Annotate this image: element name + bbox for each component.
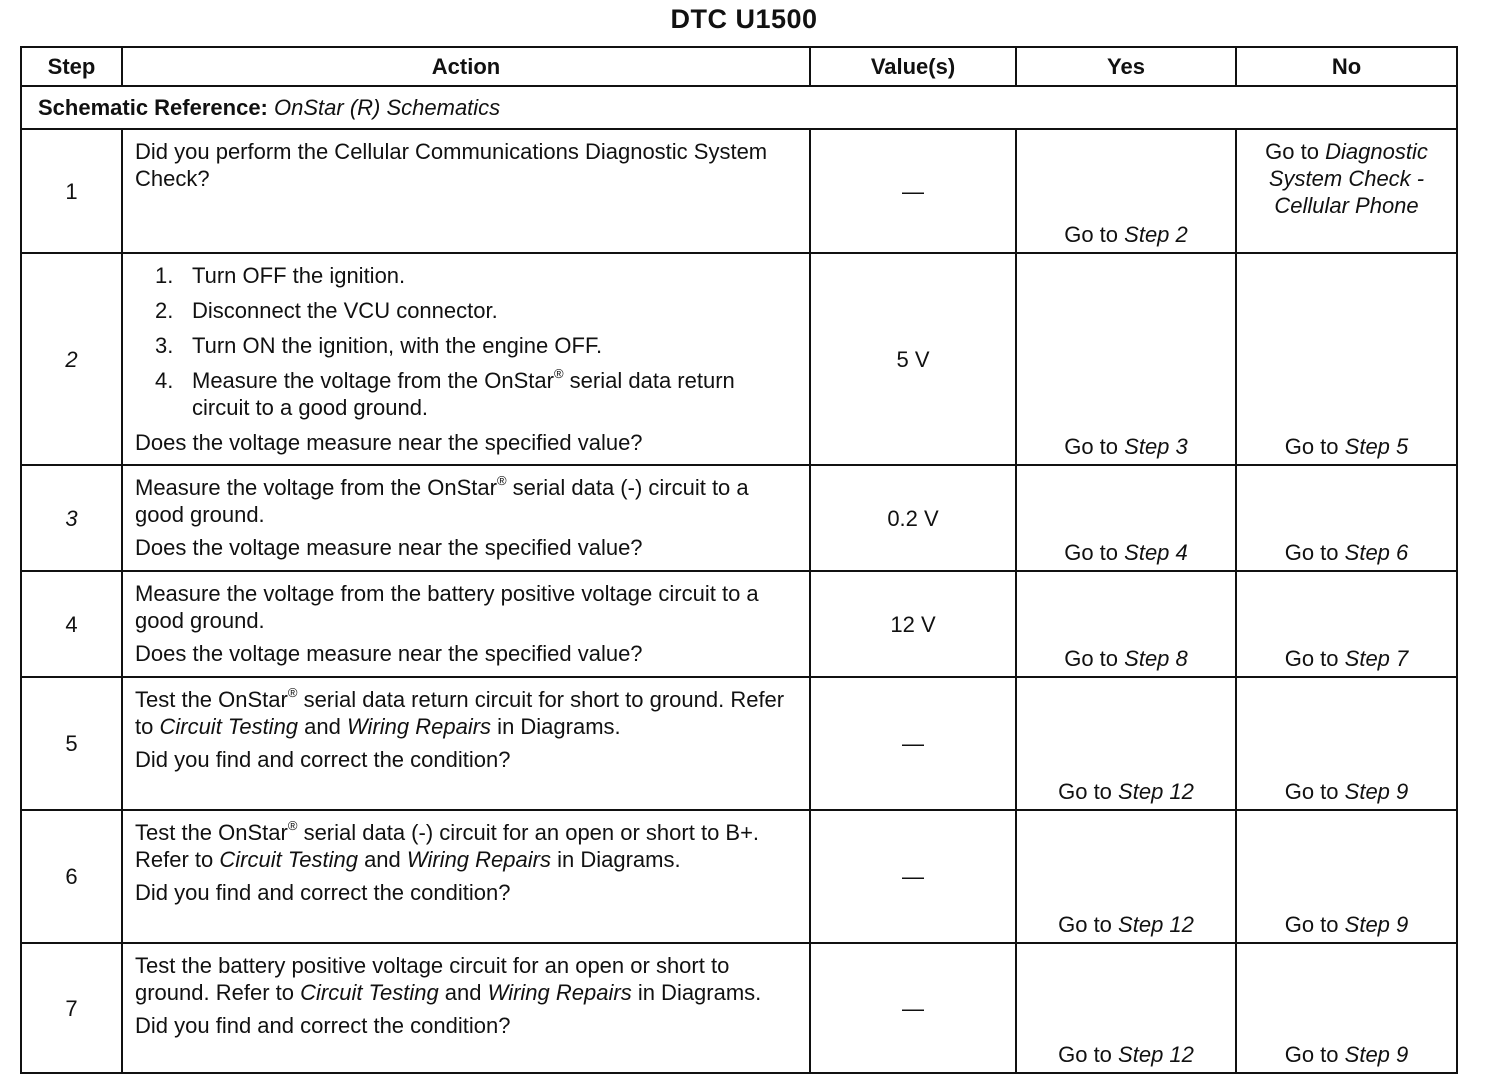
wiring-repairs-link[interactable]: Wiring Repairs	[346, 714, 492, 739]
yes-prefix: Go to	[1064, 222, 1119, 247]
circuit-testing-link[interactable]: Circuit Testing	[300, 980, 439, 1005]
procedure-list	[135, 262, 795, 421]
action-text: Measure the voltage from the OnStar® serial data (-) circuit to a good ground.	[135, 472, 749, 527]
header-row	[21, 47, 1457, 86]
no-cell: Go to Step 9	[1236, 677, 1457, 810]
header-yes: Yes	[1016, 47, 1236, 86]
yes-link[interactable]: Step 3	[1124, 434, 1188, 459]
schematic-link[interactable]: OnStar (R) Schematics	[274, 95, 501, 120]
schematic-label: Schematic Reference:	[38, 95, 268, 120]
question-text: Does the voltage measure near the specified value?	[135, 641, 643, 666]
yes-link[interactable]: Step 12	[1118, 779, 1194, 804]
table-row	[21, 677, 1457, 810]
yes-link[interactable]: Step 4	[1124, 540, 1188, 565]
step-number: 6	[21, 810, 122, 943]
yes-cell: Go to Step 12	[1016, 677, 1236, 810]
question-text: Does the voltage measure near the specified value?	[135, 430, 643, 455]
yes-cell: Go to Step 4	[1016, 465, 1236, 571]
step-number: 1	[21, 129, 122, 253]
table-row	[21, 253, 1457, 465]
list-item: 3. Turn ON the ignition, with the engine OFF.	[155, 333, 603, 358]
schematic-reference	[21, 86, 1457, 129]
action-cell	[122, 571, 810, 677]
action-cell	[122, 677, 810, 810]
no-prefix: Go to	[1265, 139, 1319, 164]
table-row	[21, 943, 1457, 1073]
value-cell: 5 V	[810, 253, 1016, 465]
yes-cell: Go to Step 12	[1016, 943, 1236, 1073]
yes-link[interactable]: Step 12	[1118, 912, 1194, 937]
question-text: Does the voltage measure near the specified value?	[135, 535, 643, 560]
yes-link[interactable]: Step 12	[1118, 1042, 1194, 1067]
no-cell	[1236, 129, 1457, 253]
header-action: Action	[122, 47, 810, 86]
no-cell: Go to Step 6	[1236, 465, 1457, 571]
value-cell: —	[810, 129, 1016, 253]
step-number: 5	[21, 677, 122, 810]
table-row	[21, 129, 1457, 253]
action-cell	[122, 810, 810, 943]
action-cell	[122, 943, 810, 1073]
no-cell: Go to Step 5	[1236, 253, 1457, 465]
action-cell	[122, 465, 810, 571]
no-link[interactable]: Step 7	[1344, 646, 1409, 671]
action-text: Test the OnStar® serial data (-) circuit for an open or short to B+. Refer to Circuit Testing and Wiring Repairs in Diagrams.	[135, 817, 760, 872]
table-row	[21, 571, 1457, 677]
question-text: Did you find and correct the condition?	[135, 1013, 511, 1038]
yes-link[interactable]: Step 2	[1124, 222, 1188, 247]
no-link[interactable]: Step 5	[1344, 434, 1409, 459]
value-cell: —	[810, 677, 1016, 810]
step-number: 3	[21, 465, 122, 571]
list-item: 2. Disconnect the VCU connector.	[155, 298, 498, 323]
yes-cell: Go to Step 12	[1016, 810, 1236, 943]
header-no: No	[1236, 47, 1457, 86]
step-number: 2	[21, 253, 122, 465]
no-link[interactable]: Step 9	[1344, 912, 1409, 937]
circuit-testing-link[interactable]: Circuit Testing	[159, 714, 299, 739]
no-cell: Go to Step 9	[1236, 810, 1457, 943]
circuit-testing-link[interactable]: Circuit Testing	[219, 847, 358, 872]
yes-cell: Go to Step 8	[1016, 571, 1236, 677]
table-row	[21, 465, 1457, 571]
no-cell: Go to Step 7	[1236, 571, 1457, 677]
no-link[interactable]: Step 9	[1344, 1042, 1409, 1067]
header-step: Step	[21, 47, 122, 86]
diagnostic-table	[20, 46, 1458, 1074]
list-item: 1. Turn OFF the ignition.	[155, 263, 406, 288]
action-text: Test the battery positive voltage circuit for an open or short to ground. Refer to Circuit Testing and Wiring Repairs in Diagrams.	[135, 953, 762, 1005]
wiring-repairs-link[interactable]: Wiring Repairs	[406, 847, 551, 872]
question-text: Did you find and correct the condition?	[135, 747, 511, 772]
value-cell: —	[810, 810, 1016, 943]
action-cell	[122, 129, 810, 253]
header-values: Value(s)	[810, 47, 1016, 86]
action-text: Measure the voltage from the battery positive voltage circuit to a good ground.	[135, 581, 759, 633]
question-text: Did you find and correct the condition?	[135, 880, 511, 905]
value-cell: —	[810, 943, 1016, 1073]
action-cell	[122, 253, 810, 465]
action-text: Did you perform the Cellular Communications Diagnostic System Check?	[135, 139, 768, 191]
no-link[interactable]: Step 6	[1344, 540, 1409, 565]
step-number: 7	[21, 943, 122, 1073]
yes-cell: Go to Step 3	[1016, 253, 1236, 465]
value-cell: 0.2 V	[810, 465, 1016, 571]
action-text: Test the OnStar® serial data return circuit for short to ground. Refer to Circuit Testing and Wiring Repairs in Diagrams.	[135, 684, 785, 739]
wiring-repairs-link[interactable]: Wiring Repairs	[487, 980, 632, 1005]
yes-link[interactable]: Step 8	[1124, 646, 1188, 671]
value-cell: 12 V	[810, 571, 1016, 677]
table-row	[21, 810, 1457, 943]
yes-cell	[1016, 129, 1236, 253]
no-link[interactable]: Step 9	[1344, 779, 1409, 804]
page-title: DTC U1500	[670, 4, 818, 34]
step-number: 4	[21, 571, 122, 677]
no-link[interactable]: Diagnostic System Check - Cellular Phone	[1268, 139, 1428, 218]
no-cell: Go to Step 9	[1236, 943, 1457, 1073]
list-item: 4. Measure the voltage from the OnStar® serial data return circuit to a good ground.	[155, 365, 735, 420]
schematic-row	[21, 86, 1457, 129]
